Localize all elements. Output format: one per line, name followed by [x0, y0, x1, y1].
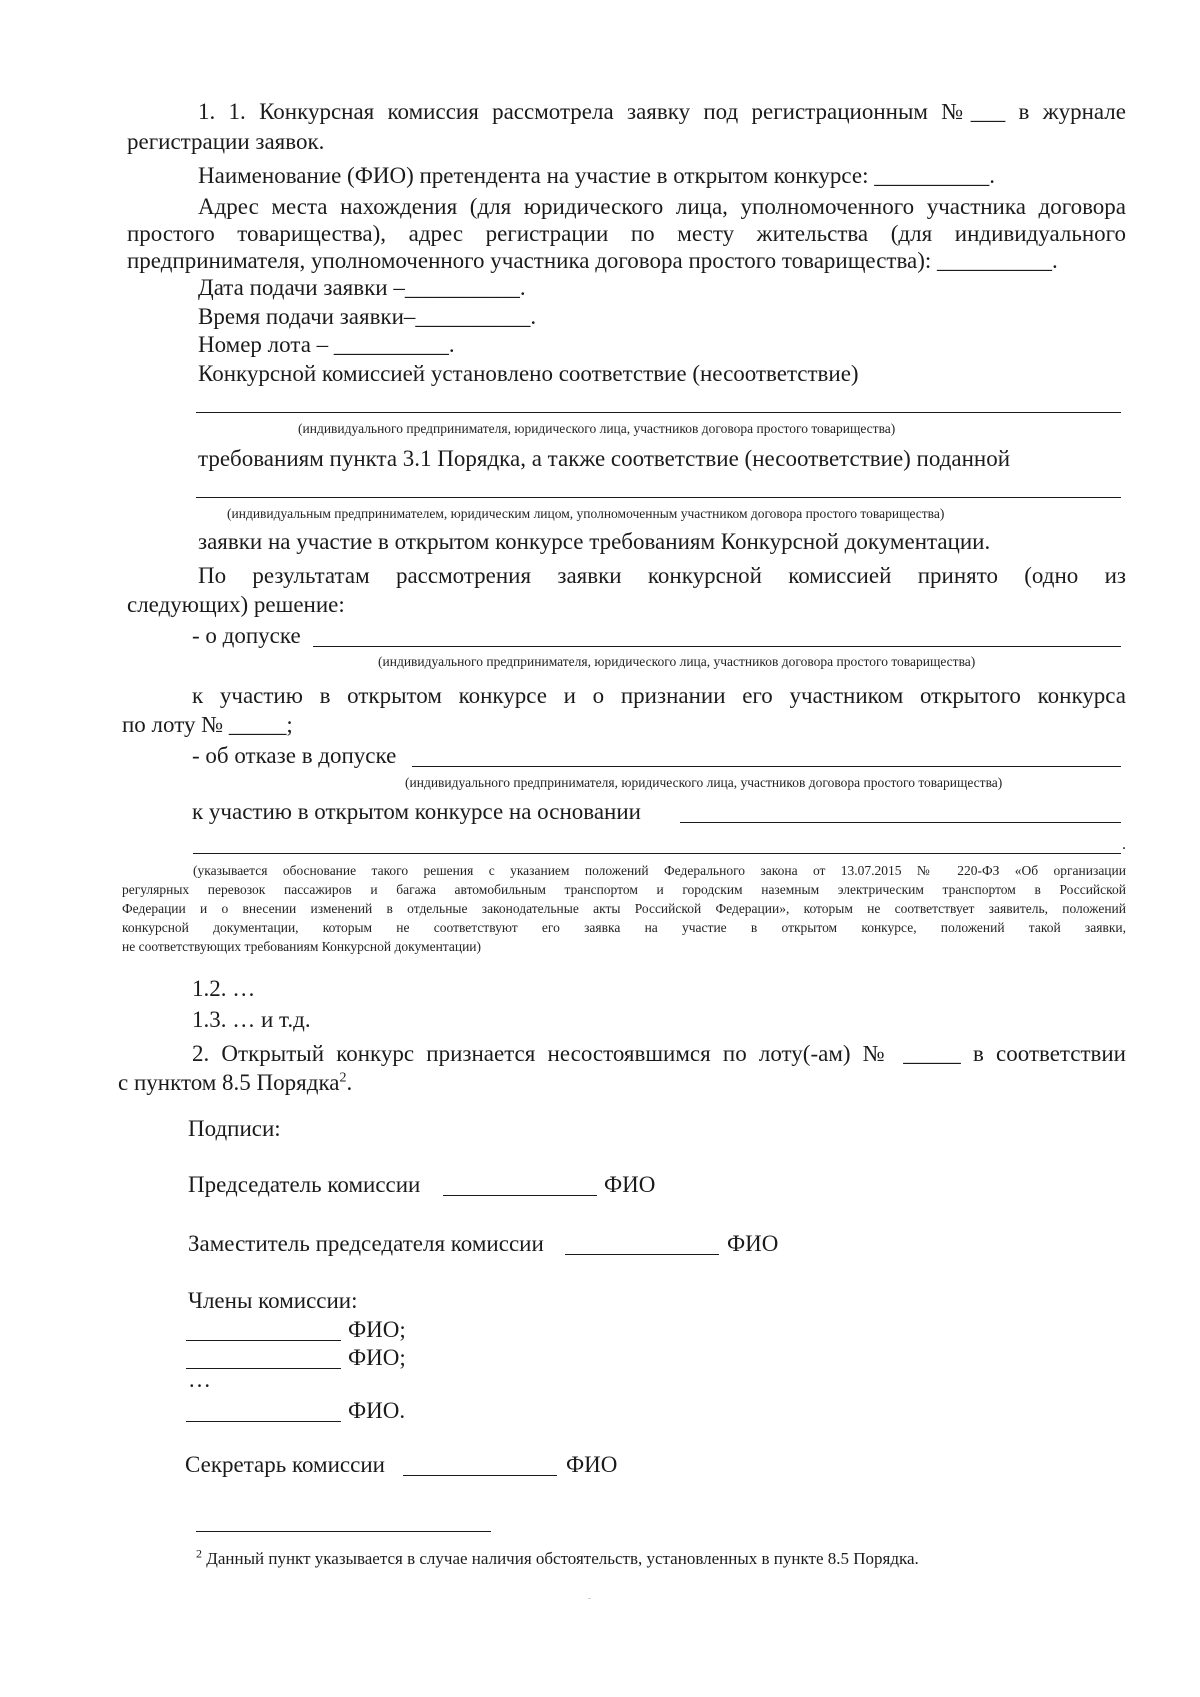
basis-line: к участию в открытом конкурсе на основании: [192, 799, 641, 824]
chairman-fio: ФИО: [604, 1172, 656, 1197]
participation-line-2: по лоту № _____;: [122, 712, 293, 737]
applicant-name-line: Наименование (ФИО) претендента на участие в открытом конкурсе: __________.: [198, 163, 996, 188]
member-2-fio: ФИО;: [348, 1345, 406, 1370]
member-1-fio: ФИО;: [348, 1317, 406, 1342]
blank-line-entity-1: [196, 412, 1121, 413]
participation-line-1: к участию в открытом конкурсе и о признании его участником открытого конкурса: [192, 683, 1126, 708]
blank-line-basis: [680, 822, 1121, 823]
members-label: Члены комиссии:: [188, 1288, 358, 1313]
note-line-1: (указывается обоснование такого решения с указанием положений Федерального закона от 13.07.2015 № 220-ФЗ «Об организации: [193, 863, 1126, 878]
item-1-2: 1.2. …: [192, 976, 256, 1001]
address-line-2: простого товарищества), адрес регистрации по месту жительства (для индивидуального: [127, 221, 1126, 246]
lot-number-line: Номер лота – __________.: [198, 332, 455, 357]
item-1-3: 1.3. … и т.д.: [192, 1007, 311, 1032]
paragraph-1-1-line2: регистрации заявок.: [127, 129, 325, 154]
blank-line-entity-2: [196, 497, 1121, 498]
members-ellipsis: …: [188, 1367, 211, 1392]
compliance-established-line: Конкурсной комиссией установлено соответствие (несоответствие): [198, 361, 859, 386]
section-2-line-1: 2. Открытый конкурс признается несостоявшимся по лоту(-ам) № _____ в соответствии: [192, 1041, 1126, 1066]
footnote-ref: 2: [339, 1070, 347, 1086]
section-2-line-2: [118, 1068, 718, 1098]
footnote-text: Данный пункт указывается в случае наличия обстоятельств, установленных в пункте 8.5 Порядка.: [206, 1549, 919, 1568]
secretary-signature-line: [403, 1475, 557, 1476]
note-line-5: не соответствующих требованиям Конкурсной документации): [122, 939, 482, 954]
results-line-2: следующих) решение:: [127, 592, 345, 617]
application-requirements-line: заявки на участие в открытом конкурсе требованиям Конкурсной документации.: [198, 529, 991, 554]
member-3-signature-line: [186, 1421, 341, 1422]
address-line-1: Адрес места нахождения (для юридического лица, уполномоченного участника договора: [198, 194, 1126, 219]
chairman-label: Председатель комиссии: [188, 1172, 421, 1197]
footnote-separator: [196, 1531, 491, 1532]
submission-time-line: Время подачи заявки–__________.: [198, 304, 537, 329]
secretary-fio: ФИО: [566, 1452, 618, 1477]
chairman-signature-line: [443, 1195, 597, 1196]
requirements-line: требованиям пункта 3.1 Порядка, а также соответствие (несоответствие) поданной: [198, 446, 1011, 471]
note-line-4: конкурсной документации, которым не соответствуют его заявка на участие в открытом конкурсе, положений такой заявки,: [122, 920, 1126, 935]
justification-note: [122, 861, 1126, 956]
deputy-label: Заместитель председателя комиссии: [188, 1231, 544, 1256]
blank-line-basis-2: [193, 853, 1121, 854]
basis-end-dot: .: [1122, 836, 1126, 853]
footnote-number: 2: [196, 1546, 202, 1561]
caption-entity-2: (индивидуальным предпринимателем, юридическим лицом, уполномоченным участником договора простого товарищества): [227, 506, 945, 521]
caption-entity-4: (индивидуального предпринимателя, юридического лица, участников договора простого товарищества): [405, 775, 1003, 790]
address-line-3: предпринимателя, уполномоченного участника договора простого товарищества): __________.: [127, 248, 1058, 273]
section-2-text: с пунктом 8.5 Порядка: [118, 1070, 340, 1095]
refusal-option: - об отказе в допуске: [192, 743, 397, 768]
note-line-2: регулярных перевозок пассажиров и багажа автомобильным транспортом и городским наземным электрическим транспортом в Российской: [122, 882, 1126, 897]
submission-date-line: Дата подачи заявки –__________.: [198, 275, 526, 300]
section-2-end: .: [346, 1070, 353, 1095]
scan-speck: [588, 1598, 591, 1599]
member-1-signature-line: [186, 1340, 341, 1341]
blank-line-admission: [313, 646, 1121, 647]
caption-entity-3: (индивидуального предпринимателя, юридического лица, участников договора простого товарищества): [378, 654, 976, 669]
secretary-label: Секретарь комиссии: [185, 1452, 385, 1477]
deputy-fio: ФИО: [727, 1231, 779, 1256]
blank-line-refusal: [412, 766, 1121, 767]
member-3-fio: ФИО.: [348, 1398, 406, 1423]
caption-entity-1: (индивидуального предпринимателя, юридического лица, участников договора простого товарищества): [298, 421, 896, 436]
signatures-heading: Подписи:: [188, 1116, 281, 1141]
paragraph-1-1-line1: 1. 1. Конкурсная комиссия рассмотрела заявку под регистрационным №___ в журнале: [198, 99, 1126, 124]
deputy-signature-line: [565, 1254, 719, 1255]
results-line-1: По результатам рассмотрения заявки конкурсной комиссией принято (одно из: [198, 563, 1126, 588]
note-line-3: Федерации и о внесении изменений в отдельные законодательные акты Российской Федерации», которым не соответствует заявитель, положений: [122, 901, 1126, 916]
admission-option: - о допуске: [192, 623, 301, 648]
footnote: [196, 1548, 1126, 1570]
